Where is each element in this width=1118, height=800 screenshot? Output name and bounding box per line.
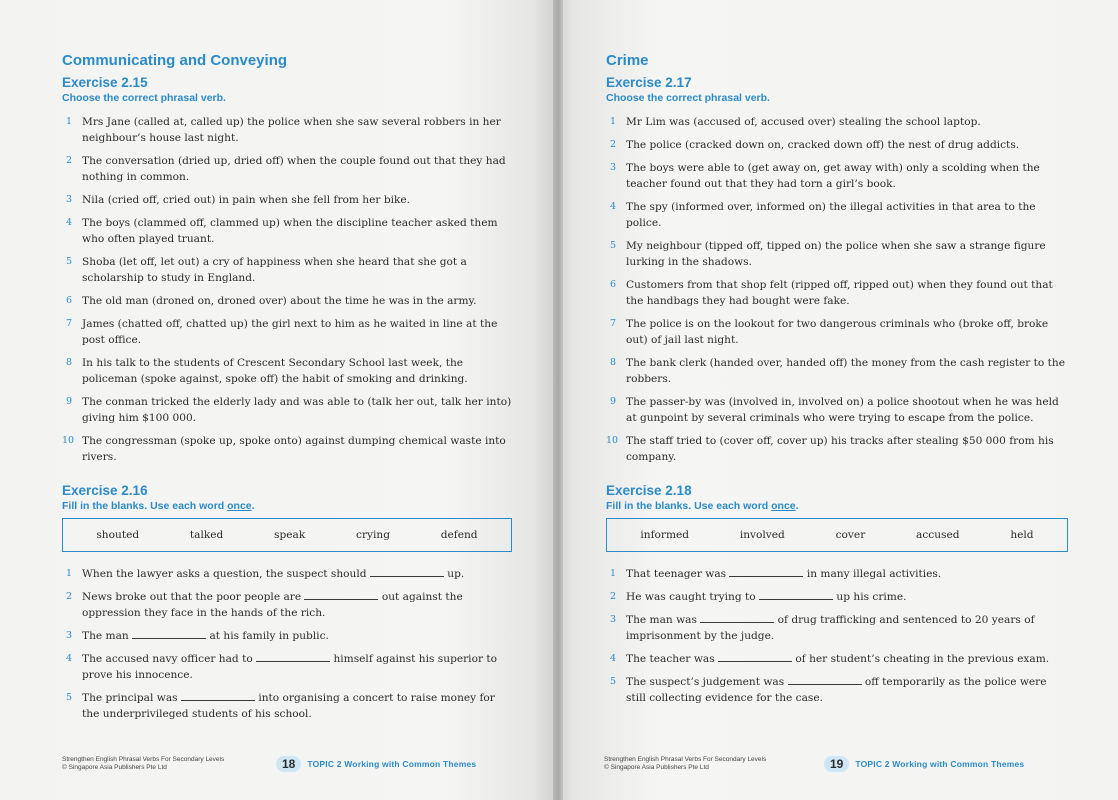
answer-blank[interactable] — [788, 674, 862, 685]
fill-blank-item: 2 News broke out that the poor people are out against the oppression they face in the hands of the rich. — [66, 591, 463, 619]
question-item — [606, 160, 1068, 192]
question-text: The passer-by was (involved in, involved on) a police shootout when he was held at gunpoint by several criminals who were trying to escape from the police. — [626, 396, 1059, 424]
fill-blank-item: 3 The man at his family in public. — [66, 630, 329, 642]
right-page-content — [606, 52, 1068, 713]
question-number: 5 — [66, 256, 73, 267]
question-number: 1 — [610, 116, 617, 127]
page-folio — [276, 756, 476, 772]
question-number: 6 — [610, 279, 617, 290]
answer-blank[interactable] — [304, 589, 378, 600]
question-text: The police (cracked down on, cracked down off) the nest of drug addicts. — [626, 139, 1020, 151]
question-item — [62, 316, 512, 348]
question-number: 5 — [610, 676, 617, 687]
question-number: 5 — [66, 692, 73, 703]
exercise-title: Exercise 2.16 — [62, 483, 148, 498]
question-number: 2 — [66, 591, 73, 602]
word-bank-item: involved — [739, 529, 785, 541]
fill-blank-list — [606, 566, 1068, 706]
question-item — [62, 192, 512, 208]
question-item — [606, 277, 1068, 309]
footer-book-title: Strengthen English Phrasal Verbs For Secondary Levels — [62, 756, 225, 763]
question-text: The old man (droned on, droned over) about the time he was in the army. — [82, 295, 477, 307]
question-number: 10 — [62, 435, 75, 446]
question-number: 9 — [610, 396, 617, 407]
question-number: 4 — [610, 201, 617, 212]
left-page — [0, 0, 556, 800]
answer-blank[interactable] — [132, 628, 206, 639]
right-page — [556, 0, 1118, 800]
question-list — [62, 114, 512, 465]
question-text: The police is on the lookout for two dangerous criminals who (broke off, broke out) of jail last night. — [626, 318, 1049, 346]
fill-blank-item: 1 When the lawyer asks a question, the suspect should up. — [66, 568, 465, 580]
question-text: Nila (cried off, cried out) in pain when she fell from her bike. — [82, 194, 411, 206]
exercise-instruction: Fill in the blanks. Use each word once. — [62, 500, 255, 512]
answer-blank[interactable] — [370, 566, 444, 577]
footer-copyright: © Singapore Asia Publishers Pte Ltd — [62, 764, 167, 771]
page-number: 19 — [824, 756, 849, 772]
question-text: The conman tricked the elderly lady and was able to (talk her out, talk her into) giving him $100 000. — [82, 396, 512, 424]
question-number: 9 — [66, 396, 73, 407]
question-item — [606, 114, 1068, 130]
left-page-content — [62, 52, 512, 729]
word-bank-item: informed — [640, 529, 690, 541]
fill-blank-list — [62, 566, 512, 722]
word-bank-item: held — [1010, 529, 1034, 541]
question-text: The staff tried to (cover off, cover up) his tracks after stealing $50 000 from his company. — [626, 435, 1054, 463]
question-number: 10 — [606, 435, 619, 446]
question-item — [62, 254, 512, 286]
exercise-title: Exercise 2.18 — [606, 483, 692, 498]
book-gutter — [553, 0, 563, 800]
word-bank-item: crying — [356, 529, 390, 541]
question-number: 6 — [66, 295, 73, 306]
word-bank-item: cover — [835, 529, 866, 541]
answer-blank[interactable] — [729, 566, 803, 577]
question-item — [606, 199, 1068, 231]
fill-blank-item: 5 The principal was into organising a concert to raise money for the underprivileged students of his school. — [66, 692, 495, 720]
fill-blank-item: 3 The man was of drug trafficking and sentenced to 20 years of imprisonment by the judge. — [610, 614, 1035, 642]
question-number: 1 — [610, 568, 617, 579]
question-number: 2 — [66, 155, 73, 166]
question-item — [62, 114, 512, 146]
page-number: 18 — [276, 756, 301, 772]
exercise-title: Exercise 2.17 — [606, 75, 692, 90]
footer-book-title: Strengthen English Phrasal Verbs For Secondary Levels — [604, 756, 767, 763]
question-number: 1 — [66, 116, 73, 127]
question-number: 7 — [610, 318, 617, 329]
question-item — [606, 394, 1068, 426]
question-text: My neighbour (tipped off, tipped on) the police when she saw a strange figure lurking in the shadows. — [626, 240, 1046, 268]
question-number: 5 — [610, 240, 617, 251]
word-bank-item: defend — [440, 529, 478, 541]
exercise-instruction: Choose the correct phrasal verb. — [62, 92, 226, 104]
question-text: Shoba (let off, let out) a cry of happiness when she heard that she got a scholarship to study in England. — [82, 256, 467, 284]
word-bank — [62, 518, 512, 552]
question-text: The spy (informed over, informed on) the illegal activities in that area to the police. — [626, 201, 1036, 229]
question-item — [62, 394, 512, 426]
question-item — [62, 355, 512, 387]
question-item — [62, 293, 512, 309]
question-text: The bank clerk (handed over, handed off) the money from the cash register to the robbers. — [626, 357, 1066, 385]
question-text: The boys were able to (get away on, get away with) only a scolding when the teacher found out that they had torn a girl’s book. — [626, 162, 1040, 190]
word-bank-item: talked — [189, 529, 224, 541]
topic-label: TOPIC 2 Working with Common Themes — [307, 759, 477, 769]
question-item — [606, 316, 1068, 348]
question-number: 7 — [66, 318, 73, 329]
question-text: Mr Lim was (accused of, accused over) stealing the school laptop. — [626, 116, 981, 128]
question-text: The boys (clammed off, clammed up) when the discipline teacher asked them who often played truant. — [82, 217, 498, 245]
question-number: 3 — [610, 162, 617, 173]
word-bank-item: accused — [916, 529, 960, 541]
word-bank — [606, 518, 1068, 552]
question-number: 4 — [66, 217, 73, 228]
word-bank-item: speak — [274, 529, 306, 541]
footer-copyright: © Singapore Asia Publishers Pte Ltd — [604, 764, 709, 771]
question-number: 4 — [610, 653, 617, 664]
page-folio — [824, 756, 1024, 772]
section-title: Communicating and Conveying — [62, 52, 288, 69]
fill-blank-item: 2 He was caught trying to up his crime. — [610, 591, 907, 603]
answer-blank[interactable] — [181, 690, 255, 701]
answer-blank[interactable] — [759, 589, 833, 600]
question-item — [62, 215, 512, 247]
question-number: 3 — [610, 614, 617, 625]
page-footer — [604, 756, 766, 772]
question-number: 2 — [610, 591, 617, 602]
question-text: Mrs Jane (called at, called up) the police when she saw several robbers in her neighbour’s house last night. — [82, 116, 501, 144]
question-number: 1 — [66, 568, 73, 579]
exercise-instruction: Fill in the blanks. Use each word once. — [606, 500, 799, 512]
page-footer — [62, 756, 224, 772]
section-title: Crime — [606, 52, 649, 69]
question-number: 3 — [66, 194, 73, 205]
question-item — [606, 433, 1068, 465]
topic-label: TOPIC 2 Working with Common Themes — [855, 759, 1025, 769]
question-number: 4 — [66, 653, 73, 664]
word-bank-item: shouted — [96, 529, 140, 541]
answer-blank[interactable] — [718, 651, 792, 662]
question-list — [606, 114, 1068, 465]
fill-blank-item: 5 The suspect’s judgement was off temporarily as the police were still collecting evidence for the case. — [610, 676, 1047, 704]
question-item — [606, 137, 1068, 153]
answer-blank[interactable] — [700, 612, 774, 623]
question-item — [606, 238, 1068, 270]
question-text: The conversation (dried up, dried off) when the couple found out that they had nothing in common. — [82, 155, 506, 183]
question-text: The congressman (spoke up, spoke onto) against dumping chemical waste into rivers. — [82, 435, 506, 463]
question-item — [62, 433, 512, 465]
question-text: James (chatted off, chatted up) the girl next to him as he waited in line at the post office. — [82, 318, 498, 346]
fill-blank-item: 4 The accused navy officer had to himself against his superior to prove his innocence. — [66, 653, 498, 681]
question-text: Customers from that shop felt (ripped off, ripped out) when they found out that the handbags they had bought were fake. — [626, 279, 1053, 307]
question-number: 2 — [610, 139, 617, 150]
exercise-instruction: Choose the correct phrasal verb. — [606, 92, 770, 104]
question-number: 3 — [66, 630, 73, 641]
fill-blank-item: 4 The teacher was of her student’s cheating in the previous exam. — [610, 653, 1050, 665]
question-item — [606, 355, 1068, 387]
answer-blank[interactable] — [256, 651, 330, 662]
fill-blank-item: 1 That teenager was in many illegal activities. — [610, 568, 942, 580]
question-number: 8 — [610, 357, 617, 368]
exercise-title: Exercise 2.15 — [62, 75, 148, 90]
question-number: 8 — [66, 357, 73, 368]
question-item — [62, 153, 512, 185]
question-text: In his talk to the students of Crescent Secondary School last week, the policeman (spoke against, spoke off) the habit of smoking and drinking. — [82, 357, 468, 385]
